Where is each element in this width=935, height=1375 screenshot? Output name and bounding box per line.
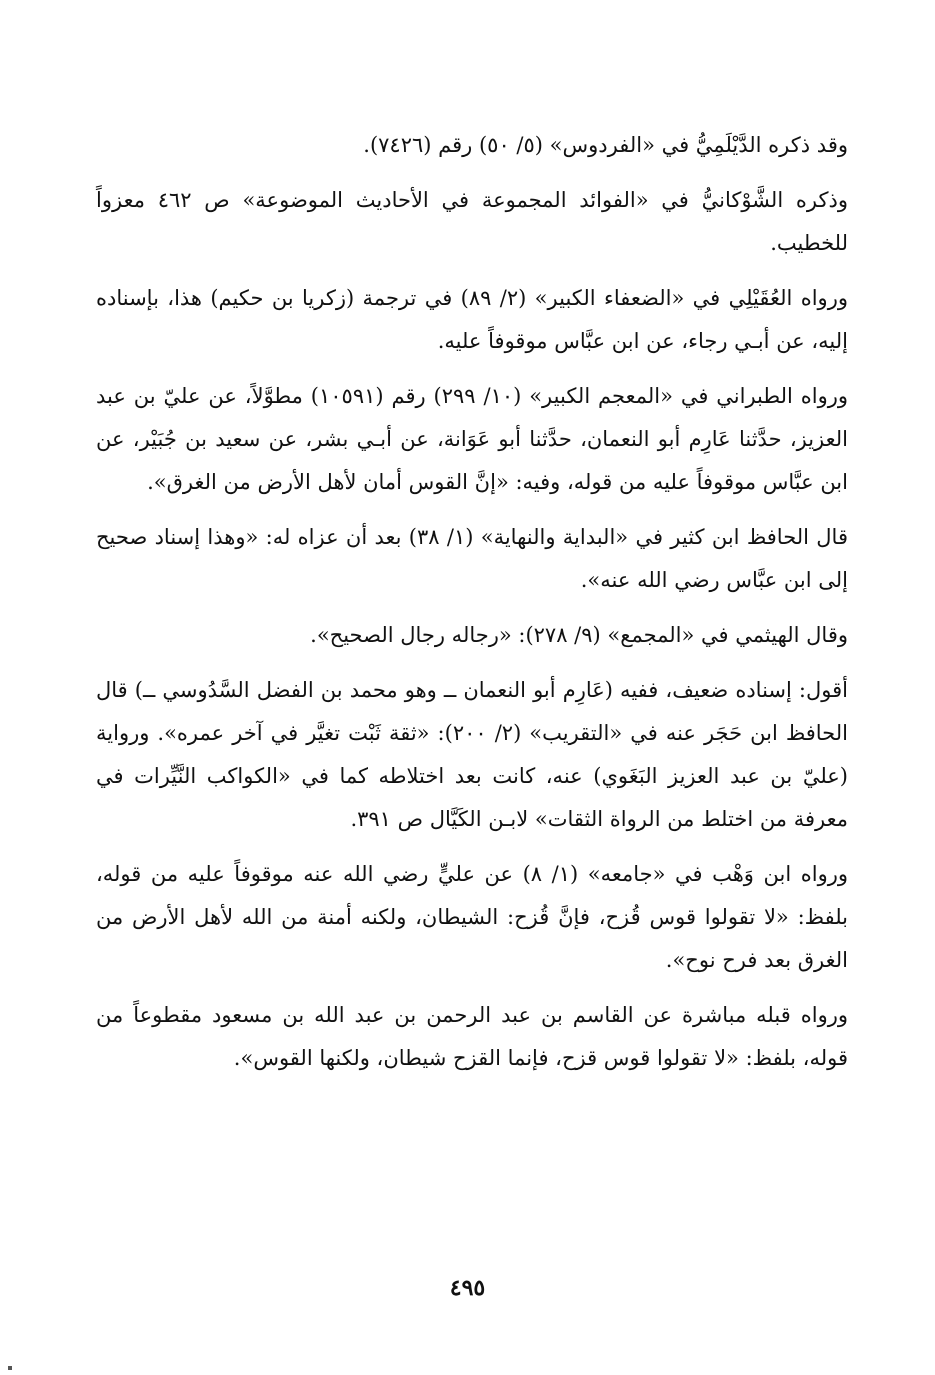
paragraph-uqayli: ورواه العُقَيْلِي في «الضعفاء الكبير» (٢/ ٨٩) في ترجمة (زكريا بن حكيم) هذا، بإسناده إليه، عن أبـي رجاء، عن ابن عبَّاس موقوفاً عليه.: [96, 286, 848, 353]
scan-speck: [8, 1366, 12, 1370]
paragraph-dailami: وقد ذكره الدَّيْلَمِيُّ في «الفردوس» (٥/ ٥٠) رقم (٧٤٢٦).: [363, 133, 848, 157]
paragraph-shawkani: وذكره الشَّوْكانيُّ في «الفوائد المجموعة في الأحاديث الموضوعة» ص ٤٦٢ معزواً للخطيب.: [96, 188, 848, 255]
paragraph-ibn-wahb: ورواه ابن وَهْب في «جامعه» (١/ ٨) عن عليٍّ رضي الله عنه موقوفاً عليه من قوله، بلفظ: «لا تقولوا قوس قُزح، فإنَّ قُزح: الشيطان، ولكنه أمنة من الله لأهل الأرض من الغرق بعد فرح نوح».: [96, 862, 848, 972]
paragraph-tabarani: ورواه الطبراني في «المعجم الكبير» (١٠/ ٢٩٩) رقم (١٠٥٩١) مطوَّلاً، عن عليّ بن عبد العزيز، حدَّثنا عَارِم أبو النعمان، حدَّثنا أبو عَوَانة، عن أبـي بشر، عن سعيد بن جُبَيْر، عن ابن عبَّاس موقوفاً عليه من قوله، وفيه: «إنَّ القوس أمان لأهل الأرض من الغرق».: [96, 384, 848, 494]
paragraph-haythami: وقال الهيثمي في «المجمع» (٩/ ٢٧٨): «رجاله رجال الصحيح».: [310, 623, 848, 647]
paragraph-qasim: ورواه قبله مباشرة عن القاسم بن عبد الرحمن بن عبد الله بن مسعود مقطوعاً من قوله، بلفظ: «لا تقولوا قوس قزح، فإنما القزح شيطان، ولكنها القوس».: [96, 1003, 848, 1070]
paragraph-author-comment: أقول: إسناده ضعيف، ففيه (عَارِم أبو النعمان ــ وهو محمد بن الفضل السَّدُوسي ــ) قال الحافظ ابن حَجَر عنه في «التقريب» (٢/ ٢٠٠): «ثقة ثَبْت تغيَّر في آخر عمره». ورواية (عليّ بن عبد العزيز البَغَوي) عنه، كانت بعد اختلاطه كما في «الكواكب النَّيِّرات في معرفة من اختلط من الرواة الثقات» لابـن الكَيَّال ص ٣٩١.: [96, 678, 848, 831]
paragraph-ibn-kathir: قال الحافظ ابن كثير في «البداية والنهاية» (١/ ٣٨) بعد أن عزاه له: «وهذا إسناد صحيح إلى ابن عبَّاس رضي الله عنه».: [96, 525, 848, 592]
page-number: ٤٩٥: [449, 1275, 486, 1301]
page-body: [96, 124, 848, 1092]
